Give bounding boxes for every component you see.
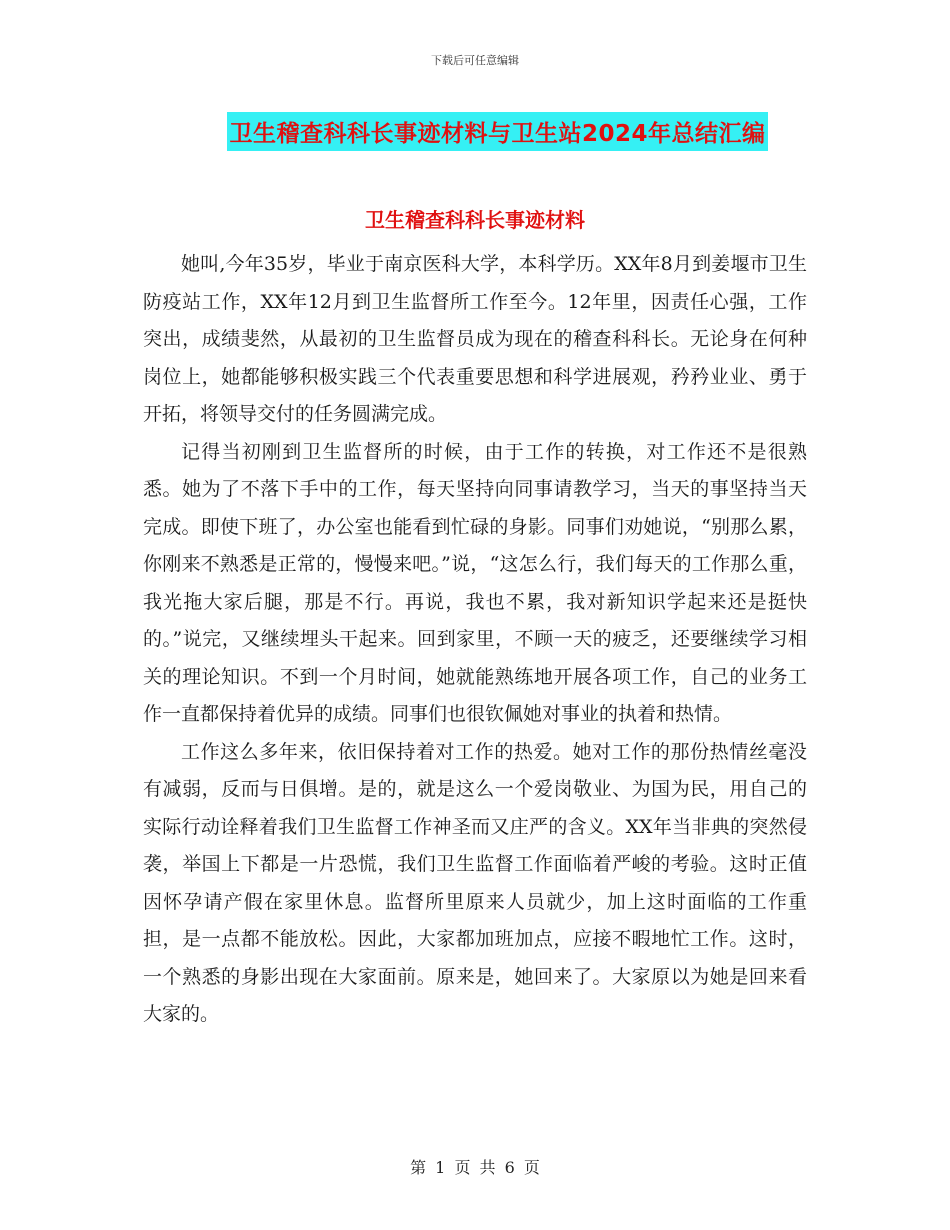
document-title: 卫生稽查科科长事迹材料与卫生站2024年总结汇编 — [227, 112, 767, 151]
document-body — [143, 246, 807, 1034]
document-title-container — [0, 112, 950, 151]
section-title: 卫生稽查科科长事迹材料 — [365, 208, 585, 232]
page-header-note: 下载后可任意编辑 — [431, 54, 519, 67]
page-number: 第 1 页 共 6 页 — [410, 1158, 540, 1177]
paragraph: 她叫,今年35岁，毕业于南京医科大学，本科学历。XX年8月到姜堰市卫生防疫站工作，XX年12月到卫生监督所工作至今。12年里，因责任心强，工作突出，成绩斐然，从最初的卫生监督员成为现在的稽查科科长。无论身在何种岗位上，她都能够积极实践三个代表重要思想和科学进展观，矜矜业业、勇于开拓，将领导交付的任务圆满完成。 — [143, 253, 807, 425]
paragraph: 工作这么多年来，依旧保持着对工作的热爱。她对工作的那份热情丝毫没有减弱，反而与日俱增。是的，就是这么一个爱岗敬业、为国为民，用自己的实际行动诠释着我们卫生监督工作神圣而又庄严的含义。XX年当非典的突然侵袭，举国上下都是一片恐慌，我们卫生监督工作面临着严峻的考验。这时正值因怀孕请产假在家里休息。监督所里原来人员就少，加上这时面临的工作重担，是一点都不能放松。因此，大家都加班加点，应接不暇地忙工作。这时，一个熟悉的身影出现在大家面前。原来是，她回来了。大家原以为她是回来看大家的。 — [143, 740, 807, 1025]
paragraph: 记得当初刚到卫生监督所的时候，由于工作的转换，对工作还不是很熟悉。她为了不落下手中的工作，每天坚持向同事请教学习，当天的事坚持当天完成。即使下班了，办公室也能看到忙碌的身影。同事们劝她说，“别那么累，你刚来不熟悉是正常的，慢慢来吧。”说，“这怎么行，我们每天的工作那么重，我光拖大家后腿，那是不行。再说，我也不累，我对新知识学起来还是挺快的。”说完，又继续埋头干起来。回到家里，不顾一天的疲乏，还要继续学习相关的理论知识。不到一个月时间，她就能熟练地开展各项工作，自己的业务工作一直都保持着优异的成绩。同事们也很钦佩她对事业的执着和热情。 — [143, 440, 807, 725]
